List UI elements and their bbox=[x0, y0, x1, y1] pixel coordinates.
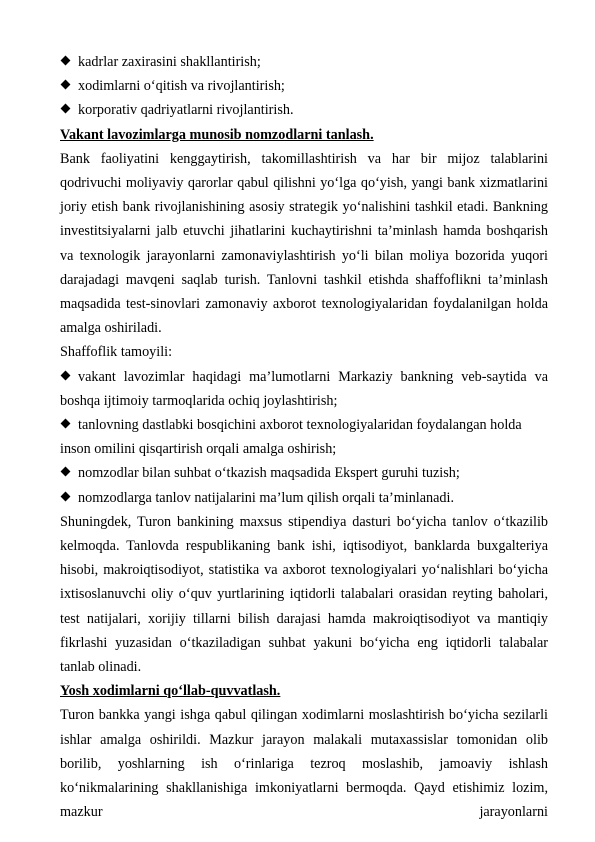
diamond-bullet-icon bbox=[60, 365, 78, 389]
diamond-bullet-icon bbox=[60, 98, 78, 122]
bullet-text: vakant lavozimlar haqidagi ma’lumotlarni Markaziy bankning veb-saytida va boshqa ijtimoiy tarmoqlarida ochiq joylashtirish; bbox=[60, 368, 548, 409]
diamond-bullet-icon bbox=[60, 74, 78, 98]
body-paragraph: Turon bankka yangi ishga qabul qilingan xodimlarni moslashtirish bo‘yicha sezilarli ishlar amalga oshirildi. Mazkur jarayon malakali mutaxassislar tomonidan olib borilib, yoshlarning ish o‘rinlariga tezroq moslashib, jamoaviy ishlash ko‘nikmalarining shakllanishiga imkoniyatlarni bermoqda. Qayd etishimiz lozim, mazkur jarayonlarni bbox=[60, 707, 548, 821]
bullet-text: nomzodlarga tanlov natijalarini ma’lum qilish orqali ta’minlanadi. bbox=[78, 489, 455, 506]
document-page bbox=[60, 50, 548, 825]
body-paragraph: Bank faoliyatini kenggaytirish, takomillashtirish va har bir mijoz talablarini qodrivuchi moliyaviy qarorlar qabul qilishni yo‘lga qo‘yish, yangi bank xizmatlarini joriy etish bank rivojlanishining asosiy strategik yo‘nalishini tashkil etadi. Bankning investitsiyalarni jalb etuvchi jihatlarini kuchaytirishni ta’minlash hamda boshqarish va texnologik jarayonlarni zamonaviylashtirish yo‘li bilan moliya bozorida yuqori darajadagi mavqeni saqlab turish. Tanlovni tashkil etishda shaffoflikni ta’minlash maqsadida test-sinovlari zamonaviy axborot texnologiyalaridan foydalanilgan holda amalga oshiriladi. bbox=[60, 150, 548, 337]
subheading: Shaffoflik tamoyili: bbox=[60, 344, 173, 361]
section-heading: Yosh xodimlarni qo‘llab-quvvatlash. bbox=[60, 683, 281, 700]
bullet-item bbox=[60, 50, 548, 74]
bullet-item bbox=[60, 365, 548, 413]
diamond-bullet-icon bbox=[60, 461, 78, 485]
bullet-text: kadrlar zaxirasini shakllantirish; bbox=[78, 54, 261, 70]
bullet-item bbox=[60, 413, 548, 461]
bullet-text: xodimlarni o‘qitish va rivojlantirish; bbox=[78, 78, 285, 95]
body-paragraph: Shuningdek, Turon bankining maxsus stipendiya dasturi bo‘yicha tanlov o‘tkazilib kelmoqda. Tanlovda respublikaning bank ishi, iqtisodiyot, banklarda buxgalteriya hisobi, makroiqtisodiyot, statistika va axborot texnologiyalari yo‘nalishlari bo‘yicha ixtisoslanuvchi oliy o‘quv yurtlarining iqtidorli talabalari orasidan reyting baholari, test natijalari, xorijiy tillarni bilish darajasi hamda makroiqtisodiyot va mantiqiy fikrlashi yuzasidan o‘tkaziladigan suhbat yakuni bo‘yicha eng iqtidorli talabalar tanlab olinadi. bbox=[60, 513, 548, 676]
bullet-text: tanlovning dastlabki bosqichini axborot texnologiyalaridan foydalangan holda inson omilini qisqartirish orqali amalga oshirish; bbox=[60, 417, 522, 458]
diamond-bullet-icon bbox=[60, 486, 78, 510]
bullet-item bbox=[60, 74, 548, 98]
bullet-item bbox=[60, 461, 548, 485]
bullet-item bbox=[60, 486, 548, 510]
bullet-text: korporativ qadriyatlarni rivojlantirish. bbox=[78, 102, 294, 119]
diamond-bullet-icon bbox=[60, 413, 78, 437]
section-heading: Vakant lavozimlarga munosib nomzodlarni tanlash. bbox=[60, 126, 374, 143]
diamond-bullet-icon bbox=[60, 50, 78, 74]
bullet-text: nomzodlar bilan suhbat o‘tkazish maqsadida Ekspert guruhi tuzish; bbox=[78, 465, 460, 482]
bullet-item bbox=[60, 98, 548, 122]
